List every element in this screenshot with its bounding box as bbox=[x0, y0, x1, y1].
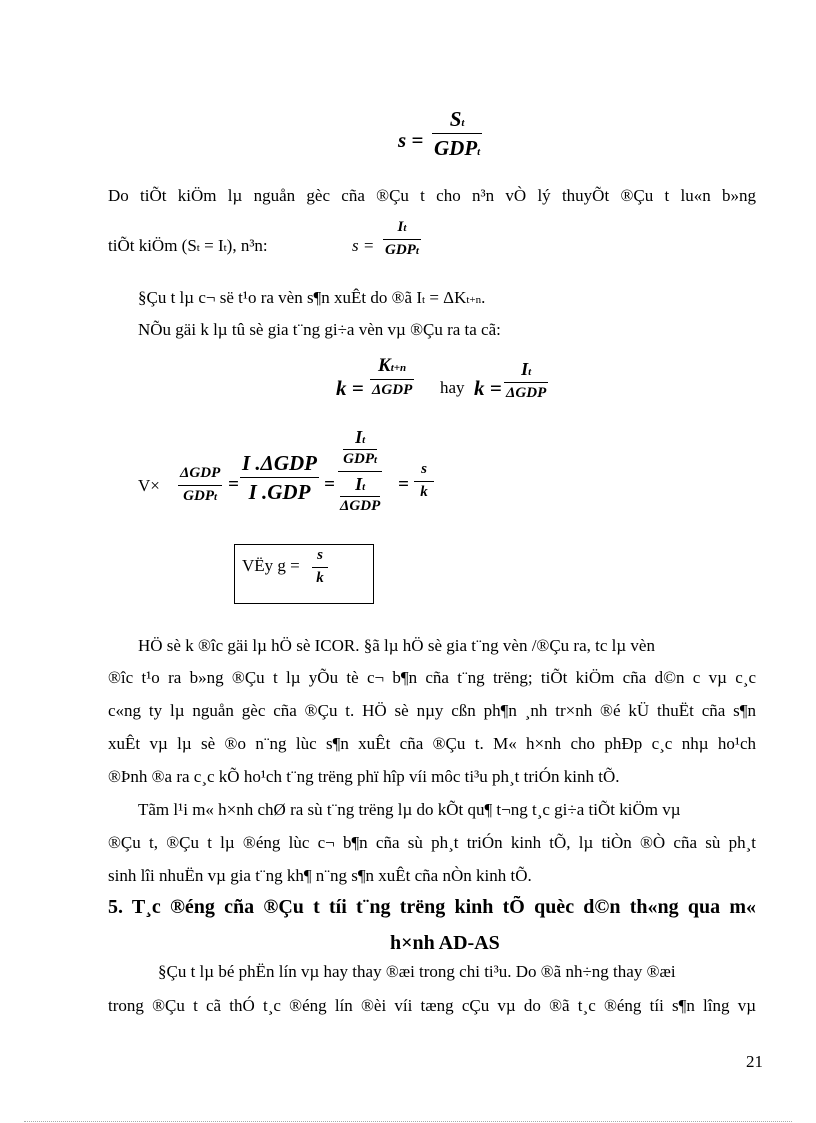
eq1-lhs: s = bbox=[398, 128, 424, 152]
page-number: 21 bbox=[746, 1052, 763, 1071]
para4-line5: ®Þnh ®a ra c¸c kÕ ho¹ch t¨ng trëng phï hîp víi môc ti³u ph¸t triÓn kinh tÕ. bbox=[108, 767, 620, 786]
para1-line2: tiÕt kiÖm (St = It), n³n: bbox=[108, 236, 268, 255]
para3: NÕu gäi k lµ tû sè gia t¨ng gi÷a vèn vµ ®Çu ra ta cã: bbox=[138, 320, 501, 339]
result-text: VËy g = bbox=[242, 556, 300, 575]
eq4-fraction3: It GDPt It ΔGDP bbox=[340, 427, 381, 514]
para1-line1: Do tiÕt kiÖm lµ nguån gèc cña ®Çu t cho n³n vÒ lý thuyÕt ®Çu t lu«n b»ng bbox=[108, 186, 756, 205]
eq4-equals2: = bbox=[324, 474, 335, 495]
para6-line1: §Çu t lµ bé phËn lín vµ hay thay ®æi trong chi ti³u. Do ®ã nh÷ng thay ®æi bbox=[158, 962, 676, 981]
result-fraction: s k bbox=[312, 548, 328, 587]
eq2-fraction: It GDPt bbox=[385, 219, 419, 258]
section-heading-line1: 5. T¸c ®éng cña ®Çu t tíi t¨ng trëng kinh tÕ quèc d©n th«ng qua m« bbox=[108, 896, 756, 918]
eq4-equals3: = bbox=[398, 474, 409, 495]
eq1-fraction bbox=[432, 108, 482, 159]
footer-divider bbox=[24, 1121, 792, 1122]
eq3-fraction2: It ΔGDP bbox=[506, 359, 547, 401]
para4-line1: HÖ sè k ®îc gäi lµ hÖ sè ICOR. §ã lµ hÖ sè gia t¨ng vèn /®Çu ra, tc lµ vèn bbox=[138, 636, 655, 655]
eq4-fraction1: ΔGDP GDPt bbox=[180, 465, 221, 504]
para5-line1: Tãm l¹i m« h×nh chØ ra sù t¨ng trëng lµ do kÕt qu¶ t¬ng t¸c gi÷a tiÕt kiÖm vµ bbox=[138, 800, 681, 819]
section-heading-line2: h×nh AD-AS bbox=[390, 932, 500, 954]
eq3-fraction1: Kt+n ΔGDP bbox=[372, 355, 413, 398]
eq1-numerator: St bbox=[449, 107, 465, 131]
para4-line3: c«ng ty lµ nguån gèc cña ®Çu t. HÖ sè nµy cßn ph¶n ¸nh tr×nh ®é kÜ thuËt cña s¶n bbox=[108, 701, 756, 720]
eq3-hay: hay bbox=[440, 378, 465, 397]
eq3-lhs2: k = bbox=[474, 376, 502, 400]
eq3-lhs: k = bbox=[336, 376, 364, 400]
para5-line3: sinh lîi nhuËn vµ gia t¨ng kh¶ n¨ng s¶n xuÊt cña nÒn kinh tÕ. bbox=[108, 866, 532, 885]
eq4-fraction4: s k bbox=[414, 462, 434, 501]
para4-line2: ®îc t¹o ra b»ng ®Çu t lµ yÕu tè c¬ b¶n cña t¨ng trëng; tiÕt kiÖm cña d©n c vµ c¸c bbox=[108, 668, 756, 687]
eq1-denominator: GDPt bbox=[434, 136, 481, 161]
para4-line4: xuÊt vµ lµ sè ®o n¨ng lùc s¶n xuÊt cña ®Çu t. M« h×nh cho phÐp c¸c nhµ ho¹ch bbox=[108, 734, 756, 753]
eq4-fraction2: I .ΔGDP I .GDP bbox=[242, 451, 317, 505]
eq2-lhs: s = bbox=[352, 236, 375, 255]
para5-line2: ®Çu t, ®Çu t lµ ®éng lùc c¬ b¶n cña sù ph¸t triÓn kinh tÕ, lµ tiÒn ®Ò cña sù ph¸t bbox=[108, 833, 756, 852]
eq4-equals1: = bbox=[228, 474, 239, 495]
para6-line2: trong ®Çu t cã thÓ t¸c ®éng lín ®èi víi tæng cÇu vµ do ®ã t¸c ®éng tíi s¶n lîng vµ bbox=[108, 996, 756, 1015]
para2: §Çu t lµ c¬ së t¹o ra vèn s¶n xuÊt do ®ã It = ΔKt+n. bbox=[138, 288, 486, 307]
eq4-prefix: V× bbox=[138, 476, 160, 495]
